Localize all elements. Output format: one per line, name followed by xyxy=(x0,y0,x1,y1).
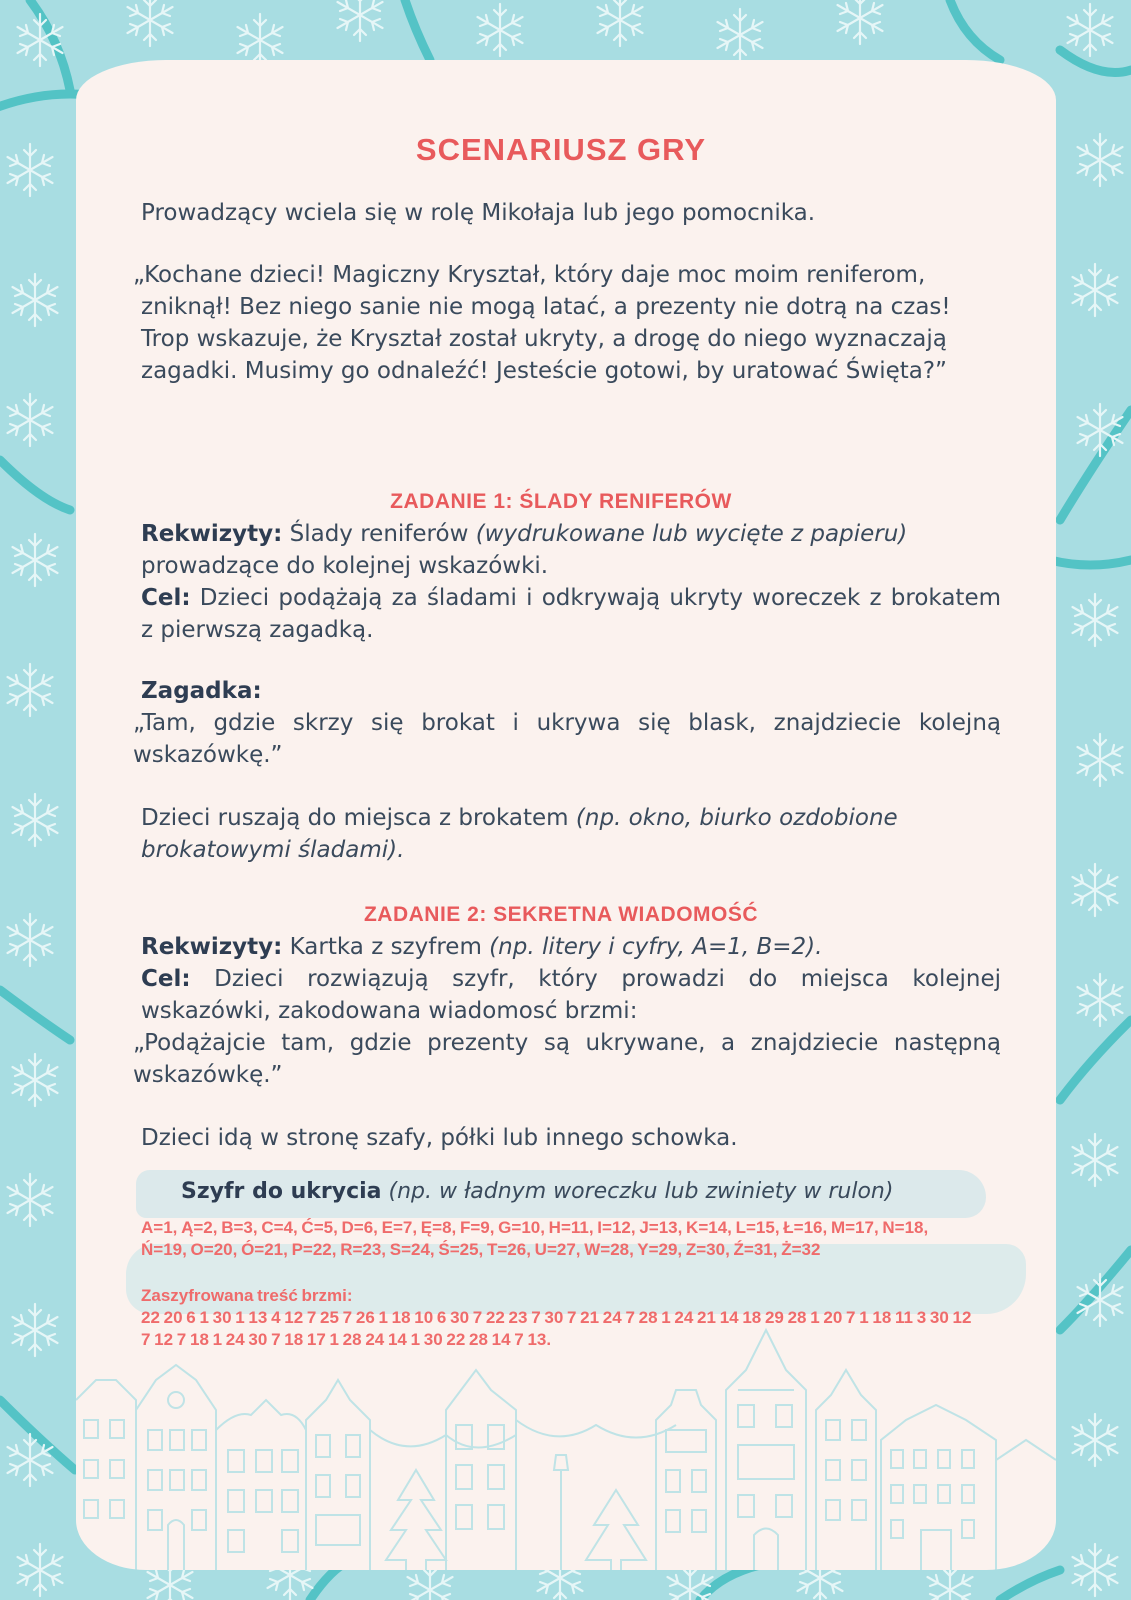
task2-props xyxy=(141,931,1021,963)
page-title: SCENARIUSZ GRY xyxy=(415,132,707,167)
props-text2: prowadzące do kolejnej wskazówki. xyxy=(141,553,549,579)
cipher-alphabet-line: Ń=19, O=20, Ó=21, P=22, R=23, S=24, Ś=25, T=26, U=27, W=28, Y=29, Z=30, Ź=31, Ż=32 xyxy=(141,1240,821,1259)
goal-label: Cel: xyxy=(141,966,191,992)
action-text: Dzieci ruszają do miejsca z brokatem xyxy=(141,805,569,831)
task1-heading: ZADANIE 1: ŚLADY RENIFERÓW xyxy=(390,490,732,513)
intro-text: Prowadzący wciela się w rolę Mikołaja lub jego pomocnika. xyxy=(141,200,816,226)
cipher-title-bold: Szyfr do ukrycia xyxy=(181,1179,382,1204)
cipher-alphabet-line: A=1, Ą=2, B=3, C=4, Ć=5, D=6, E=7, Ę=8, F=9, G=10, H=11, I=12, J=13, K=14, L=15, Ł=16, M=17, N=18, xyxy=(141,1218,929,1237)
props-label: Rekwizyty: xyxy=(141,521,283,547)
content-card xyxy=(76,60,1056,1570)
task1-riddle-text: „Tam, gdzie skrzy się brokat i ukrywa się blask, znajdziecie kolejną wskazówkę.” xyxy=(133,710,1001,768)
cipher-title xyxy=(181,1177,1056,1207)
task2-message: „Podążajcie tam, gdzie prezenty są ukrywane, a znajdziecie następną wskazówkę.” xyxy=(133,1030,1001,1088)
encoded-line: 7 12 7 18 1 24 30 7 18 17 1 28 24 14 1 30 22 28 14 7 13. xyxy=(141,1330,552,1349)
task2-goal xyxy=(141,963,1001,1027)
page-content xyxy=(76,60,1056,1570)
goal-label: Cel: xyxy=(141,585,191,611)
task1-goal xyxy=(141,582,1001,646)
action-italic: (np. okno, biurko ozdobione brokatowymi śladami). xyxy=(141,805,898,863)
task2-heading: ZADANIE 2: SEKRETNA WIADOMOŚĆ xyxy=(363,903,759,926)
quote-line: zniknął! Bez niego sanie nie mogą latać, a prezenty nie dotrą na czas! xyxy=(141,294,951,320)
task1-props xyxy=(141,518,1001,582)
quote-line: „Kochane dzieci! Magiczny Kryształ, który daje moc moim reniferom, xyxy=(133,262,926,288)
encoded-line: 22 20 6 1 30 1 13 4 12 7 25 7 26 1 18 10 6 30 7 22 23 7 30 7 21 24 7 28 1 24 21 14 18 29 28 1 20 7 1 18 11 3 30 12 xyxy=(141,1308,972,1327)
props-italic: (wydrukowane lub wycięte z papieru) xyxy=(475,521,908,547)
props-text: Ślady reniferów xyxy=(289,521,469,547)
goal-text: Dzieci podążają za śladami i odkrywają ukryty woreczek z brokatem z pierwszą zagadką. xyxy=(141,585,1002,643)
task1-action xyxy=(141,802,1001,866)
props-text: Kartka z szyfrem xyxy=(289,934,482,960)
props-label: Rekwizyty: xyxy=(141,934,283,960)
cipher-title-italic: (np. w ładnym woreczku lub zwiniety w rulon) xyxy=(388,1179,894,1204)
quote-line: zagadki. Musimy go odnaleźć! Jesteście gotowi, by uratować Święta?” xyxy=(141,358,947,384)
riddle-label: Zagadka: xyxy=(141,678,262,704)
task2-action: Dzieci idą w stronę szafy, półki lub innego schowka. xyxy=(141,1125,738,1151)
encoded-label: Zaszyfrowana treść brzmi: xyxy=(141,1286,353,1305)
task1-riddle-label xyxy=(141,675,1056,707)
goal-text: Dzieci rozwiązują szyfr, który prowadzi do miejsca kolejnej wskazówki, zakodowana wiadomosć brzmi: xyxy=(141,966,1001,1024)
props-italic: (np. litery i cyfry, A=1, B=2). xyxy=(489,934,823,960)
quote-line: Trop wskazuje, że Kryształ został ukryty, a drogę do niego wyznaczają xyxy=(141,326,947,352)
